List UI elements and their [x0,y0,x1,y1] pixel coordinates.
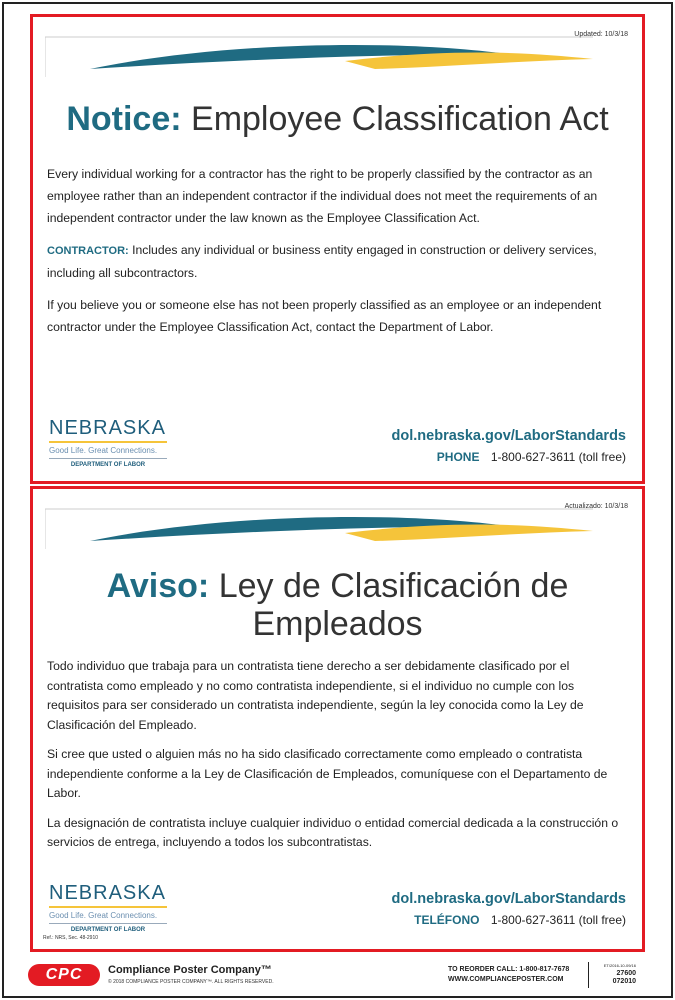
logo-department: DEPARTMENT OF LABOR [70,462,146,468]
swoosh-graphic [45,503,630,549]
paragraph: Todo individuo que trabaja para un contratista tiene derecho a ser debidamente clasificado por el contratista como empleado y no como contratista independiente, si el individuo no cumple con los requisitos para ser considerado un contratista independiente, según la ley conocida como la Ley de Clasificación del Empleado. [47,659,584,732]
logo-underline [49,441,167,443]
notice-english [30,14,645,484]
logo-tagline: Good Life. Great Connections. [49,911,158,920]
website-link[interactable]: dol.nebraska.gov/LaborStandards [391,891,626,907]
phone-label: PHONE [436,450,480,464]
logo-divider [49,923,167,924]
logo-wordmark: NEBRASKA [49,882,166,904]
reorder-info [448,965,569,985]
logo-underline [49,906,167,908]
phone-row [392,450,626,464]
paragraph: If you believe you or someone else has not been properly classified as an employee or an independent contractor under the Employee Classification Act, contact the Department of Labor. [47,298,602,334]
page-title [33,101,642,138]
logo-wordmark: NEBRASKA [49,417,166,439]
phone-number: 1-800-627-3611 (toll free) [490,450,626,464]
poster-code-small: ET/2016-10-09/16 [603,963,636,968]
reorder-website[interactable]: WWW.COMPLIANCEPOSTER.COM [448,976,564,983]
page-title [33,567,642,643]
divider [588,962,589,988]
contact-info [392,428,626,464]
company-name: Compliance Poster Company™ [108,964,272,976]
swoosh-graphic [45,31,630,77]
title-label: Aviso: [106,567,210,605]
phone-row [392,913,626,927]
phone-label: TELÉFONO [414,913,480,927]
publisher-footer [28,962,648,990]
poster-codes [596,962,636,986]
notice-spanish [30,486,645,952]
title-text: Employee Classification Act [191,100,609,138]
logo-divider [49,458,167,459]
notice-body [47,163,628,348]
nebraska-logo [49,882,174,933]
poster-code: 072010 [612,978,636,985]
contractor-definition [47,239,628,284]
copyright: © 2018 COMPLIANCE POSTER COMPANY™. ALL RIGHTS RESERVED. [108,979,274,985]
paragraph: Si cree que usted o alguien más no ha sido clasificado correctamente como empleado o contratista independiente conforme a la Ley de Clasificación de Empleados, comuníquese con el Departamento de Labor. [47,747,608,800]
website-link[interactable]: dol.nebraska.gov/LaborStandards [391,428,626,444]
cpc-logo: CPC [28,964,100,986]
title-text-line2: Empleados [252,605,423,643]
poster-code: 27600 [616,970,636,977]
notice-body [47,657,628,863]
phone-number: 1-800-627-3611 (toll free) [490,913,626,927]
contractor-text: Includes any individual or business entity engaged in construction or delivery services, including all subcontractors. [47,243,597,280]
title-label: Notice: [66,100,182,138]
contact-info [392,891,626,927]
logo-department: DEPARTMENT OF LABOR [70,927,146,933]
updated-date: Updated: 10/3/18 [574,31,628,38]
logo-tagline: Good Life. Great Connections. [49,446,158,455]
nebraska-logo [49,417,174,468]
contractor-label: CONTRACTOR: [47,245,129,257]
paragraph: Every individual working for a contractor has the right to be properly classified by the contractor as an employee rather than an independent contractor if the individual does not meet the requirements of an independent contractor under the law known as the Employee Classification Act. [47,167,598,225]
legal-reference: Ref.: NRS, Sec. 48-2910 [43,935,99,941]
reorder-phone: TO REORDER CALL: 1-800-817-7678 [448,966,570,973]
title-text: Ley de Clasificación de [218,567,569,605]
paragraph: La designación de contratista incluye cualquier individuo o entidad comercial dedicada a la construcción o servicios de entrega, incluyendo a todos los subcontratistas. [47,815,619,849]
updated-date: Actualizado: 10/3/18 [564,503,628,510]
